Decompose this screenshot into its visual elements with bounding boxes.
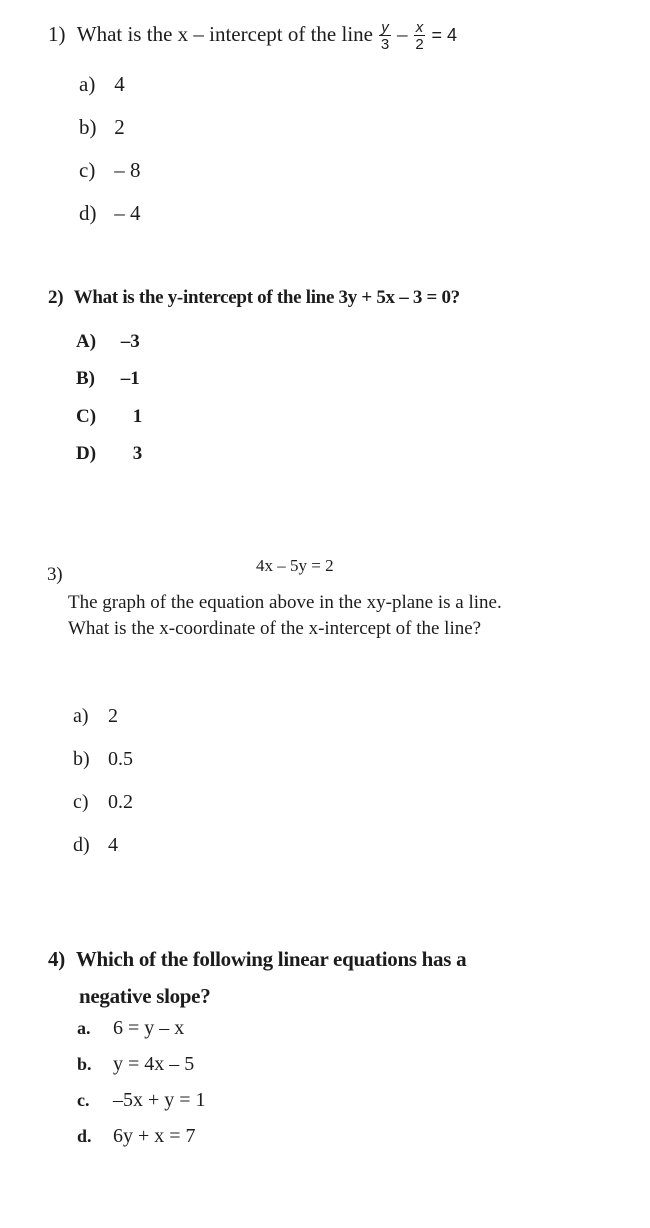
option-4d[interactable]: d. 6y + x = 7 <box>77 1125 196 1147</box>
fraction-x-over-2: $\frac{x}{2}$ <box>415 19 424 53</box>
question-text-line2: negative slope? <box>79 984 211 1008</box>
option-4c[interactable]: c. –5x + y = 1 <box>77 1089 206 1111</box>
question-number: 2) <box>48 287 64 308</box>
option-3c[interactable]: c) 0.2 <box>73 791 133 813</box>
option-3a[interactable]: a) 2 <box>73 705 118 727</box>
question-number: 4) <box>48 947 65 971</box>
option-2a[interactable]: A) –3 <box>76 331 140 352</box>
question-4 <box>48 947 466 972</box>
equation-3: 4x – 5y = 2 <box>256 556 334 575</box>
option-1c[interactable]: c) – 8 <box>79 158 141 182</box>
option-4b[interactable]: b. y = 4x – 5 <box>77 1053 195 1075</box>
question-3-text: The graph of the equation above in the xy-plane is a line. What is the x-coordinate of the x-intercept of the line? <box>68 592 502 639</box>
option-3b[interactable]: b) 0.5 <box>73 748 133 770</box>
question-number: 1) <box>48 21 66 46</box>
option-1a[interactable]: a) 4 <box>79 72 125 96</box>
question-text: What is the y-intercept of the line 3y + 5x – 3 = 0? <box>73 287 460 308</box>
option-1d[interactable]: d) – 4 <box>79 201 141 225</box>
question-1: 1) What is the x – intercept of the line $\frac{y}{3}$ – $\frac{x}{2}$ = 4 <box>48 19 458 53</box>
option-2c[interactable]: C) 1 <box>76 406 143 427</box>
option-2d[interactable]: D) 3 <box>76 443 143 464</box>
option-4a[interactable]: a. 6 = y – x <box>77 1017 185 1039</box>
option-3d[interactable]: d) 4 <box>73 834 118 856</box>
question-number: 3) <box>47 564 63 585</box>
option-2b[interactable]: B) –1 <box>76 368 140 389</box>
option-1b[interactable]: b) 2 <box>79 115 125 139</box>
question-2 <box>48 287 460 309</box>
question-text-line1: Which of the following linear equations has a <box>75 947 467 971</box>
question-text: What is the x – intercept of the line <box>76 21 373 46</box>
fraction-y-over-3: $\frac{y}{3}$ <box>380 19 390 53</box>
